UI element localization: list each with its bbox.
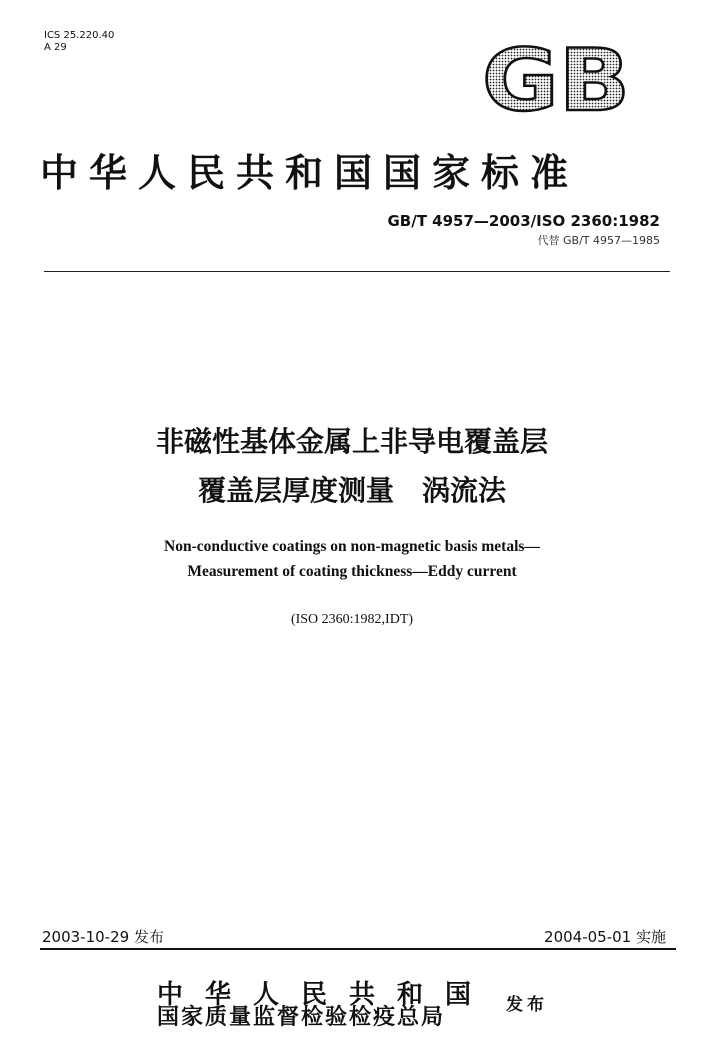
replaced-standard: 代替 GB/T 4957—1985: [537, 234, 660, 247]
classification-codes: [44, 30, 114, 54]
publish-label: 发布: [506, 995, 548, 1015]
chinese-title-line-2: 覆盖层厚度测量 涡流法: [197, 474, 506, 507]
english-title-line-2: Measurement of coating thickness—Eddy current: [187, 563, 517, 580]
english-title-line-1: Non-conductive coatings on non-magnetic basis metals—: [164, 538, 540, 555]
iso-equivalence: (ISO 2360:1982,IDT): [290, 612, 414, 627]
gb-logo: [480, 42, 632, 118]
ics-code: ICS 25.220.40: [44, 30, 115, 41]
ccs-code: A 29: [44, 42, 67, 53]
implementation-date: 2004-05-01 实施: [544, 928, 666, 946]
footer-divider: [40, 948, 676, 950]
standard-code-block: [387, 212, 660, 248]
issuer-country: 中华人民共和国: [157, 980, 494, 1010]
national-standard-title: 中华人民共和国国家标准: [40, 150, 580, 195]
issuer-agency: 国家质量监督检验检疫总局: [157, 1004, 446, 1030]
header-divider: [44, 271, 670, 272]
chinese-title-line-1: 非磁性基体金属上非导电覆盖层: [155, 425, 548, 458]
standard-number: GB/T 4957—2003/ISO 2360:1982: [387, 212, 660, 230]
issue-date: 2003-10-29 发布: [42, 928, 164, 946]
svg-text:GB: GB: [482, 42, 630, 118]
